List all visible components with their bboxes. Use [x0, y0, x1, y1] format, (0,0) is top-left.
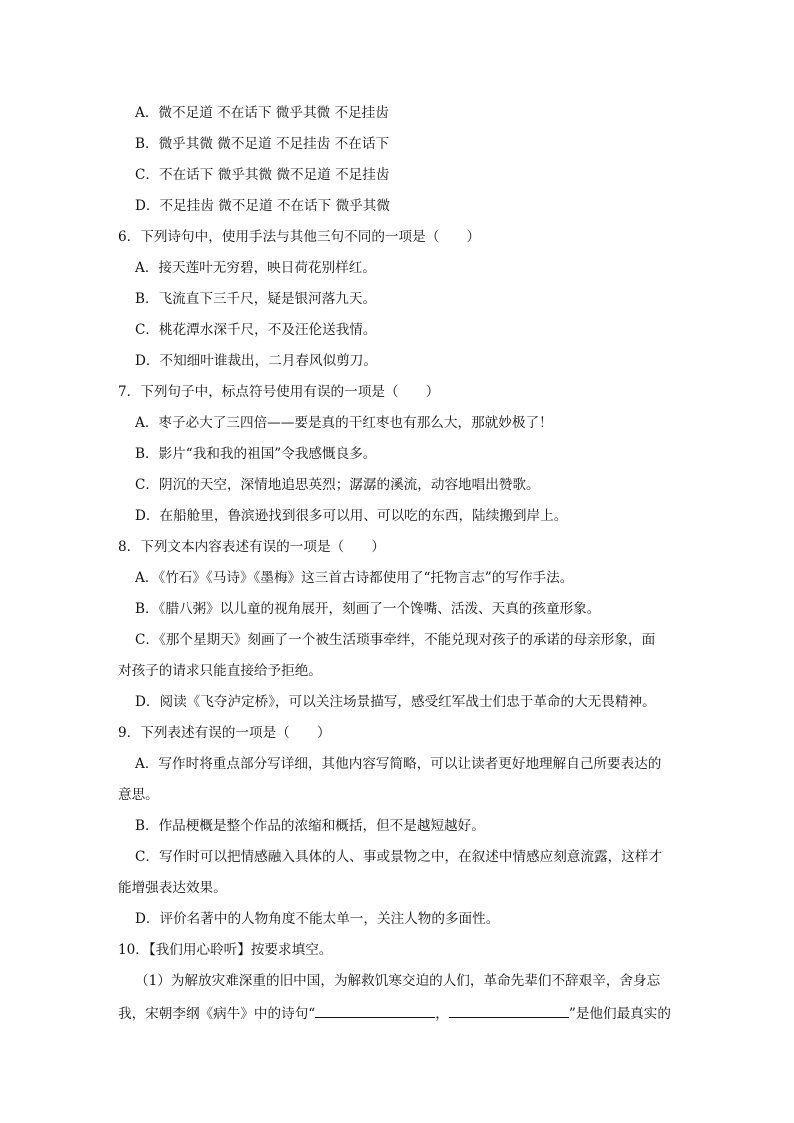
q6-option-d: D．不知细叶谁裁出，二月春风似剪刀。	[135, 353, 377, 369]
q6-option-b: B．飞流直下三千尺，疑是银河落九天。	[135, 291, 377, 307]
q9-option-c-continued: 能增强表达效果。	[118, 880, 227, 896]
q7-option-a: A．枣子必大了三四倍——要是真的干红枣也有那么大，那就妙极了！	[135, 415, 553, 431]
q9-option-d: D．评价名著中的人物角度不能太单一，关注人物的多面性。	[135, 911, 500, 927]
q8-option-c-continued: 对孩子的请求只能直接给予拒绝。	[118, 663, 322, 679]
q5-option-a: A．微不足道 不在话下 微乎其微 不足挂齿	[135, 105, 389, 121]
q10-sub1-text-before: 我，宋朝李纲《病牛》中的诗句“	[118, 1006, 316, 1022]
q6-option-c: C．桃花潭水深千尺，不及汪伦送我情。	[135, 322, 377, 338]
answer-blank-2[interactable]	[449, 1003, 569, 1018]
q10-sub1: （1）为解放灾难深重的旧中国，为解救饥寒交迫的人们，革命先辈们不辞艰辛，舍身忘	[135, 973, 661, 989]
q8-option-c: C．《那个星期天》刻画了一个被生活琐事牵绊，不能兑现对孩子的承诺的母亲形象，面	[135, 632, 656, 648]
q7-option-d: D．在船舱里，鲁滨逊找到很多可以用、可以吃的东西，陆续搬到岸上。	[135, 508, 568, 524]
answer-blank-1[interactable]	[315, 1003, 435, 1018]
q8-stem: 8．下列文本内容表述有误的一项是（ ）	[118, 539, 385, 555]
q10-stem: 10．【我们用心聆听】按要求填空。	[118, 942, 333, 958]
q5-option-b: B．微乎其微 微不足道 不足挂齿 不在话下	[135, 136, 390, 152]
q9-option-b: B．作品梗概是整个作品的浓缩和概括，但不是越短越好。	[135, 818, 485, 834]
q10-sub1-continued	[118, 1003, 671, 1023]
q6-option-a: A．接天莲叶无穷碧，映日荷花别样红。	[135, 260, 376, 276]
q7-stem: 7．下列句子中，标点符号使用有误的一项是（ ）	[118, 384, 440, 400]
q7-option-c: C．阴沉的天空，深情地追思英烈；潺潺的溪流，动容地唱出赞歌。	[135, 477, 540, 493]
q6-stem: 6．下列诗句中，使用手法与其他三句不同的一项是（ ）	[118, 229, 481, 245]
q5-option-c: C．不在话下 微乎其微 微不足道 不足挂齿	[135, 167, 390, 183]
q9-option-a: A．写作时将重点部分写详细，其他内容写简略，可以让读者更好地理解自己所要表达的	[135, 756, 662, 772]
q8-option-a: A．《竹石》《马诗》《墨梅》这三首古诗都使用了“托物言志”的写作手法。	[135, 570, 574, 586]
q9-stem: 9．下列表述有误的一项是（ ）	[118, 725, 331, 741]
q7-option-b: B．影片“我和我的祖国”令我感慨良多。	[135, 446, 377, 462]
q9-option-c: C．写作时可以把情感融入具体的人、事或景物之中，在叙述中情感应刻意流露，这样才	[135, 849, 662, 865]
q5-option-d: D．不足挂齿 微不足道 不在话下 微乎其微	[135, 198, 390, 214]
q10-sub1-text-after: ”是他们最真实的	[568, 1006, 671, 1022]
q9-option-a-continued: 意思。	[118, 787, 159, 803]
q8-option-b: B．《腊八粥》以儿童的视角展开，刻画了一个馋嘴、活泼、天真的孩童形象。	[135, 601, 601, 617]
q8-option-d: D．阅读《飞夺泸定桥》，可以关注场景描写，感受红军战士们忠于革命的大无畏精神。	[135, 694, 656, 710]
q10-sub1-comma: ，	[435, 1006, 449, 1022]
